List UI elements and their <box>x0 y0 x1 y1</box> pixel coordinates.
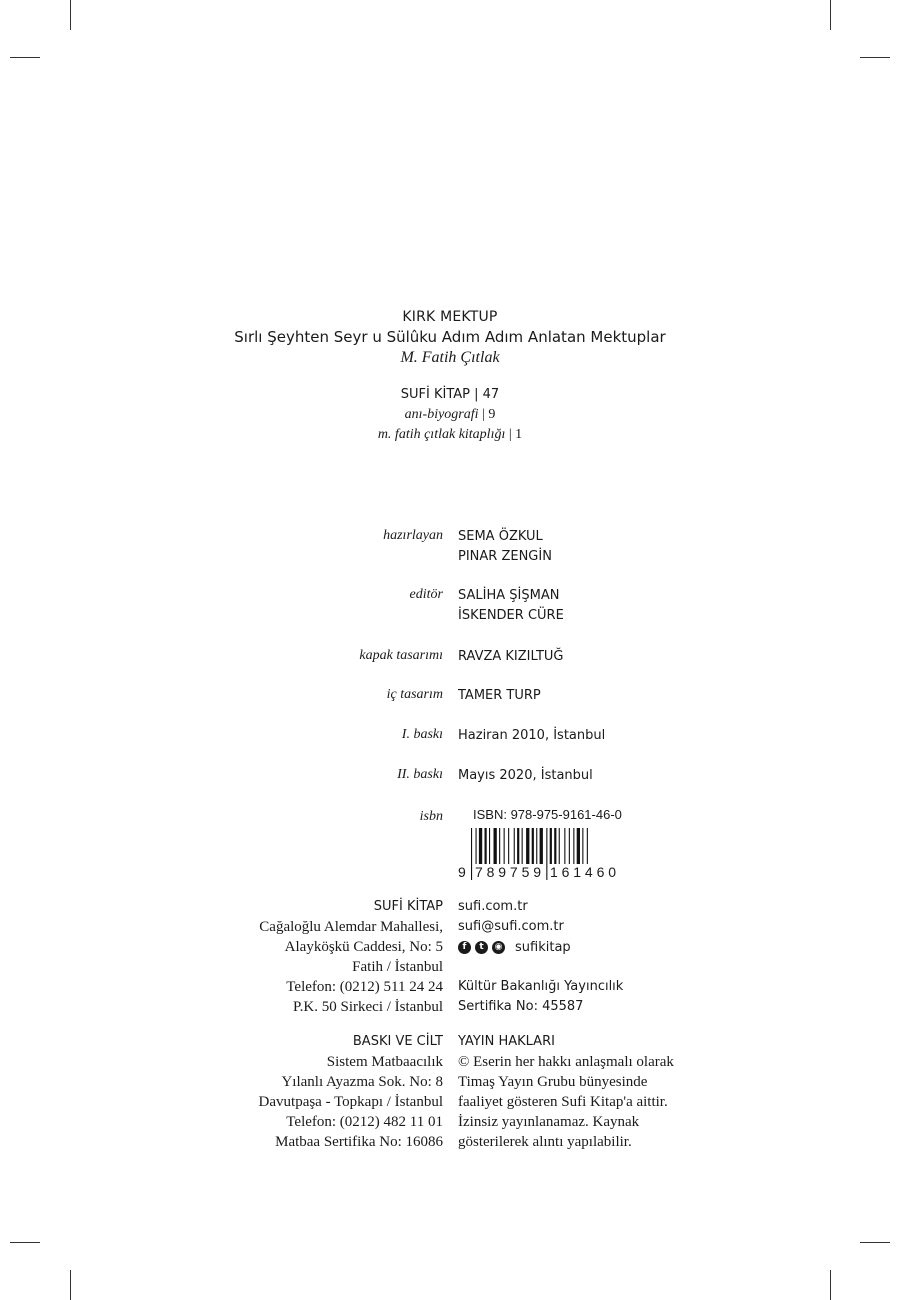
crop-mark <box>860 1242 890 1243</box>
barcode-left-digits: 789759 <box>475 864 541 880</box>
publisher-website[interactable]: sufi.com.tr <box>458 899 528 914</box>
credit-value: TAMER TURP <box>458 688 541 703</box>
book-subtitle: Sırlı Şeyhten Seyr u Sülûku Adım Adım Anlatan Mektuplar <box>234 328 666 346</box>
printing-line: Davutpaşa - Topkapı / İstanbul <box>258 1094 443 1110</box>
crop-mark <box>860 57 890 58</box>
book-author: M. Fatih Çıtlak <box>400 349 500 366</box>
credit-label: iç tasarım <box>386 687 443 702</box>
ministry-line: Sertifika No: 45587 <box>458 999 584 1014</box>
credit-label: I. baskı <box>401 727 443 742</box>
title-block <box>0 307 900 369</box>
credit-label: hazırlayan <box>383 528 443 543</box>
credit-value: Mayıs 2020, İstanbul <box>458 768 593 783</box>
publisher-address-block <box>123 897 443 1017</box>
crop-mark <box>70 1270 71 1300</box>
publisher-email[interactable]: sufi@sufi.com.tr <box>458 919 564 934</box>
credit-label: isbn <box>419 809 443 824</box>
barcode-bar <box>546 828 547 880</box>
rights-block <box>458 1032 778 1152</box>
publisher-name: SUFİ KİTAP <box>373 899 443 914</box>
rights-header: YAYIN HAKLARI <box>458 1034 555 1049</box>
credit-label: kapak tasarımı <box>359 648 443 663</box>
library-label: m. fatih çıtlak kitaplığı <box>377 427 506 442</box>
crop-mark <box>10 57 40 58</box>
book-title: KIRK MEKTUP <box>402 309 498 325</box>
credit-label: editör <box>409 587 443 602</box>
genre-number: | 9 <box>482 407 496 422</box>
isbn-barcode <box>458 808 638 880</box>
credit-label: II. baskı <box>397 767 443 782</box>
social-handle[interactable]: sufikitap <box>515 939 571 955</box>
publisher-series: SUFİ KİTAP | 47 <box>400 387 500 402</box>
crop-mark <box>70 0 71 30</box>
isbn-number: ISBN: 978-975-9161-46-0 <box>473 807 622 822</box>
credit-value: SEMA ÖZKUL <box>458 529 543 544</box>
crop-mark <box>10 1242 40 1243</box>
barcode-lead-digit: 9 <box>458 864 466 880</box>
credit-value: RAVZA KIZILTUĞ <box>458 649 564 664</box>
address-line: Cağaloğlu Alemdar Mahallesi, <box>259 919 443 935</box>
library-line <box>0 425 900 445</box>
barcode-bar <box>471 828 472 880</box>
printing-line: Matbaa Sertifika No: 16086 <box>275 1134 443 1150</box>
series-block <box>0 385 900 445</box>
facebook-icon[interactable]: f <box>458 941 471 954</box>
library-number: | 1 <box>508 427 523 442</box>
rights-line: İzinsiz yayınlanamaz. Kaynak <box>458 1114 640 1130</box>
crop-mark <box>830 1270 831 1300</box>
credit-value: İSKENDER CÜRE <box>458 608 564 623</box>
credit-value: PINAR ZENGİN <box>458 549 552 564</box>
rights-line: gösterilerek alıntı yapılabilir. <box>458 1134 632 1150</box>
barcode-right-digits: 161460 <box>550 864 616 880</box>
instagram-icon[interactable]: ◉ <box>492 941 505 954</box>
rights-line: Timaş Yayın Grubu bünyesinde <box>458 1074 648 1090</box>
rights-line: © Eserin her hakkı anlaşmalı olarak <box>458 1054 674 1070</box>
publisher-contact-block <box>458 897 778 1017</box>
address-line: Fatih / İstanbul <box>352 959 443 975</box>
credit-value: SALİHA ŞİŞMAN <box>458 588 560 603</box>
printing-block <box>123 1032 443 1152</box>
rights-line: faaliyet gösteren Sufi Kitap'a aittir. <box>458 1094 668 1110</box>
genre-label: anı-biyografi <box>404 407 479 422</box>
genre-line <box>0 405 900 425</box>
printing-line: Sistem Matbaacılık <box>326 1054 443 1070</box>
crop-mark <box>830 0 831 30</box>
address-line: Telefon: (0212) 511 24 24 <box>286 979 443 995</box>
address-line: P.K. 50 Sirkeci / İstanbul <box>293 999 443 1015</box>
credit-value: Haziran 2010, İstanbul <box>458 728 606 743</box>
printing-line: Yılanlı Ayazma Sok. No: 8 <box>281 1074 443 1090</box>
printing-header: BASKI VE CİLT <box>352 1034 443 1049</box>
twitter-icon[interactable]: t <box>475 941 488 954</box>
address-line: Alayköşkü Caddesi, No: 5 <box>284 939 443 955</box>
ministry-line: Kültür Bakanlığı Yayıncılık <box>458 979 624 994</box>
social-links <box>458 937 778 957</box>
printing-line: Telefon: (0212) 482 11 01 <box>286 1114 443 1130</box>
